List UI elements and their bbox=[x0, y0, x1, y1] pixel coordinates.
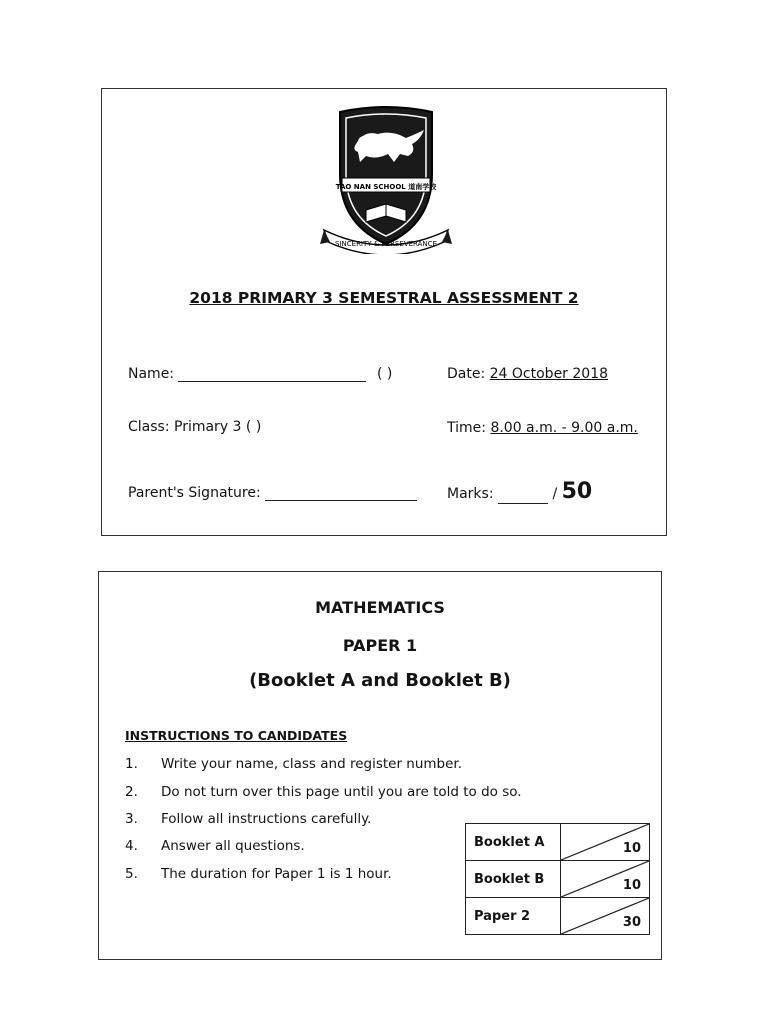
instruction-item bbox=[125, 838, 305, 854]
marks-total: 50 bbox=[561, 479, 593, 504]
marks-label: Marks: bbox=[447, 486, 494, 502]
header-box bbox=[101, 88, 667, 536]
marks-slash: / bbox=[552, 486, 558, 502]
instruction-number: 3. bbox=[125, 811, 138, 827]
subject-title: MATHEMATICS bbox=[315, 598, 445, 617]
marks-table-score-cell[interactable] bbox=[561, 824, 650, 861]
parent-signature-label: Parent's Signature: bbox=[128, 485, 261, 501]
marks-table-max: 10 bbox=[622, 878, 641, 893]
table-row bbox=[466, 824, 650, 861]
school-crest-logo bbox=[320, 104, 452, 254]
instruction-text: Write your name, class and register number. bbox=[161, 756, 463, 772]
marks-table-label: Booklet B bbox=[466, 861, 561, 898]
instruction-number: 5. bbox=[125, 866, 138, 882]
name-label: Name: bbox=[128, 366, 175, 382]
class-field[interactable]: Class: Primary 3 ( ) bbox=[128, 419, 262, 435]
instruction-text: Follow all instructions carefully. bbox=[161, 811, 372, 827]
instruction-number: 1. bbox=[125, 756, 138, 772]
date-label: Date: bbox=[447, 366, 486, 382]
instruction-item bbox=[125, 784, 522, 800]
date-value: 24 October 2018 bbox=[489, 366, 609, 382]
marks-table-label: Paper 2 bbox=[466, 898, 561, 935]
instruction-item bbox=[125, 811, 371, 827]
name-line bbox=[178, 381, 366, 382]
table-row bbox=[466, 861, 650, 898]
parent-signature-field[interactable] bbox=[128, 485, 417, 501]
time-field bbox=[447, 420, 638, 436]
table-row bbox=[466, 898, 650, 935]
instruction-number: 4. bbox=[125, 838, 138, 854]
marks-table-score-cell[interactable] bbox=[561, 898, 650, 935]
page-title: 2018 PRIMARY 3 SEMESTRAL ASSESSMENT 2 bbox=[189, 289, 579, 307]
marks-table-max: 30 bbox=[622, 915, 641, 930]
time-value: 8.00 a.m. - 9.00 a.m. bbox=[490, 420, 638, 436]
marks-line bbox=[498, 503, 548, 504]
instruction-text: Answer all questions. bbox=[161, 838, 305, 854]
instruction-number: 2. bbox=[125, 784, 138, 800]
time-label: Time: bbox=[447, 420, 486, 436]
register-number-brackets: ( ) bbox=[376, 366, 393, 382]
name-field[interactable] bbox=[128, 366, 392, 382]
date-field bbox=[447, 366, 608, 382]
crest-school-name: TAO NAN SCHOOL 道南学校 bbox=[335, 183, 437, 191]
paper-box bbox=[98, 571, 662, 960]
booklets-title: (Booklet A and Booklet B) bbox=[249, 670, 511, 691]
marks-table-score-cell[interactable] bbox=[561, 861, 650, 898]
paper-title: PAPER 1 bbox=[342, 636, 418, 655]
marks-table bbox=[465, 823, 650, 935]
instruction-text: The duration for Paper 1 is 1 hour. bbox=[161, 866, 392, 882]
instructions-heading: INSTRUCTIONS TO CANDIDATES bbox=[125, 728, 348, 743]
crest-motto: SINCERITY & PERSEVERANCE bbox=[335, 240, 437, 248]
instruction-item bbox=[125, 756, 462, 772]
parent-signature-line bbox=[265, 500, 417, 501]
instruction-text: Do not turn over this page until you are told to do so. bbox=[161, 784, 522, 800]
marks-table-max: 10 bbox=[622, 841, 641, 856]
marks-field bbox=[447, 479, 592, 504]
marks-table-label: Booklet A bbox=[466, 824, 561, 861]
instruction-item bbox=[125, 866, 392, 882]
